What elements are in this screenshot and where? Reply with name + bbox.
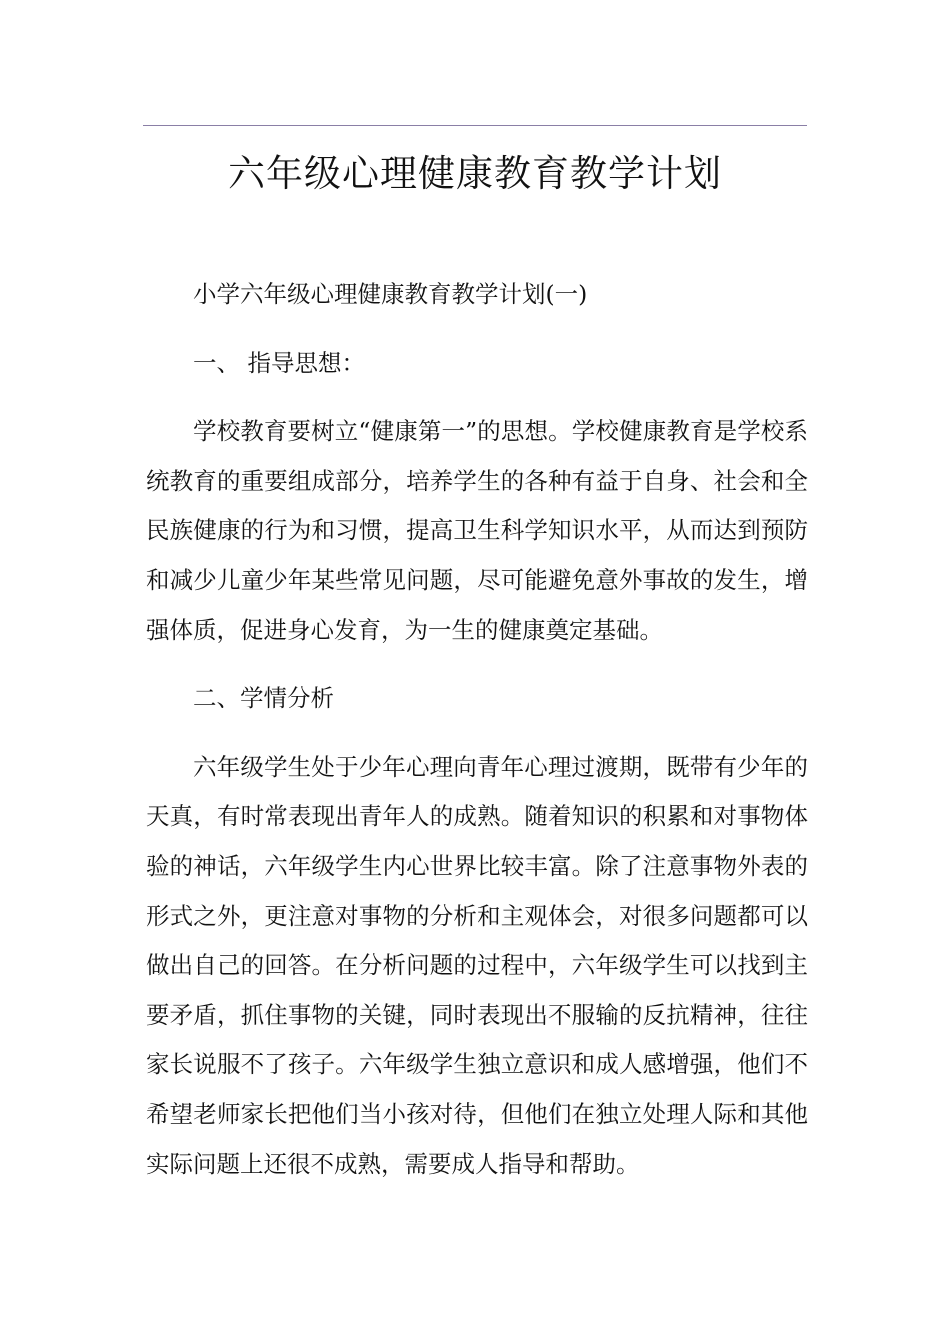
header-rule [143, 125, 807, 126]
section-paragraph-student-analysis: 六年级学生处于少年心理向青年心理过渡期，既带有少年的天真，有时常表现出青年人的成熟。随着知识的积累和对事物体验的神话，六年级学生内心世界比较丰富。除了注意事物外表的形式之外，更注意对事物的分析和主观体会，对很多问题都可以做出自己的回答。在分析问题的过程中，六年级学生可以找到主要矛盾，抓住事物的关键，同时表现出不服输的反抗精神，往往家长说服不了孩子。六年级学生独立意识和成人感增强，他们不希望老师家长把他们当小孩对待，但他们在独立处理人际和其他实际问题上还很不成熟，需要成人指导和帮助。 [146, 752, 808, 1178]
section-paragraph-guiding-ideology: 学校教育要树立“健康第一”的思想。学校健康教育是学校系统教育的重要组成部分，培养学生的各种有益于自身、社会和全民族健康的行为和习惯，提高卫生科学知识水平，从而达到预防和减少儿童少年某些常见问题，尽可能避免意外事故的发生，增强体质，促进身心发育，为一生的健康奠定基础。 [146, 417, 808, 644]
section-heading-guiding-ideology: 一、 指导思想： [193, 348, 365, 377]
document-subtitle: 小学六年级心理健康教育教学计划(一) [193, 280, 588, 308]
document-title: 六年级心理健康教育教学计划 [228, 152, 722, 195]
section-heading-student-analysis: 二、学情分析 [193, 684, 334, 713]
document-body [146, 270, 808, 1208]
